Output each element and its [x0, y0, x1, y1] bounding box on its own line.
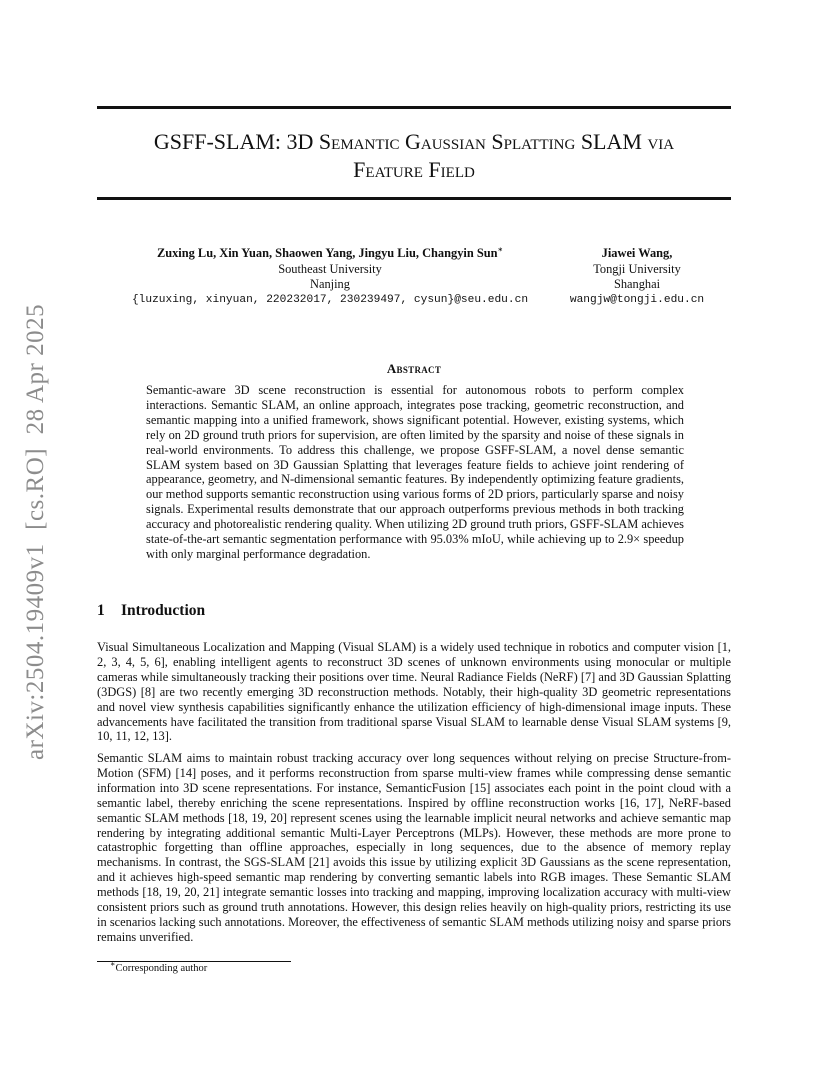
footnote-text: Corresponding author — [115, 963, 208, 974]
section-heading-introduction — [97, 602, 205, 620]
footnote — [110, 959, 208, 974]
author-affiliation: Tongji University — [593, 261, 681, 276]
author-email[interactable]: {luzuxing, xinyuan, 220232017, 230239497, cysun}@seu.edu.cn — [131, 293, 529, 306]
body-paragraph: Semantic SLAM aims to maintain robust tracking accuracy over long sequences without relying on precise Structure-from-Motion (SFM) [14] poses, and it performs reconstruction from sparse multi-view frames while compressing dense semantic information into 3D scene representations. For instance, SemanticFusion [15] associates each point in the point cloud with a semantic label, thereby enriching the scene representations. Inspired by offline reconstruction works [16, 17], NeRF-based semantic SLAM methods [18, 19, 20] represent scenes using the learnable implicit neural networks and achieve semantic map rendering by integrating additional semantic Multi-Layer Perceptrons (MLPs). However, these methods are more prone to catastrophic forgetting than offline approaches, especially in long sequences, due to the absence of memory replay mechanisms. In contrast, the SGS-SLAM [21] avoids this issue by utilizing explicit 3D Gaussians as the scene representation, and it achieves high-speed semantic map rendering by converting semantic labels into RGB images. These Semantic SLAM methods [18, 19, 20, 21] integrate semantic losses into tracking and mapping, improving localization accuracy with multi-view consistent priors such as ground truth annotations. However, this design relies heavily on high-quality priors, restricting its use in scenarios lacking such annotations. Moreover, the effectiveness of semantic SLAM methods utilizing noisy and sparse priors remains unverified. — [97, 751, 731, 944]
title-top-rule — [97, 106, 731, 109]
footnote-mark: ∗ — [110, 959, 116, 969]
body-paragraph: Visual Simultaneous Localization and Mapping (Visual SLAM) is a widely used technique in robotics and computer vision [1, 2, 3, 4, 5, 6], enabling intelligent agents to reconstruct 3D scenes of unknown environments using monocular or multiple cameras while simultaneously tracking their positions over time. Neural Radiance Fields (NeRF) [7] and 3D Gaussian Splatting (3DGS) [8] are two recently emerging 3D reconstruction methods. Notably, their high-quality 3D geometric representations and novel view synthesis capabilities significantly enhance the utilization efficiency of high-dimensional image inputs. These advancements have facilitated the transition from traditional sparse Visual SLAM to learnable dense Visual SLAM systems [9, 10, 11, 12, 13]. — [97, 640, 731, 744]
author-email[interactable]: wangjw@tongji.edu.cn — [569, 293, 705, 306]
section-title: Introduction — [121, 602, 206, 619]
abstract-heading: Abstract — [386, 361, 442, 376]
title-line-2: Feature Field — [353, 157, 475, 182]
footnote-rule — [97, 961, 291, 962]
title-line-1: GSFF-SLAM: 3D Semantic Gaussian Splatting SLAM via — [153, 129, 675, 154]
author-affiliation: Southeast University — [278, 261, 382, 276]
title-bottom-rule — [97, 197, 731, 200]
author-names: Zuxing Lu, Xin Yuan, Shaowen Yang, Jingyu Liu, Changyin Sun∗ — [156, 244, 504, 260]
corresponding-mark: ∗ — [497, 244, 504, 254]
author-names: Jiawei Wang, — [601, 246, 673, 260]
author-block-seu — [120, 246, 540, 308]
author-city: Nanjing — [310, 277, 350, 291]
arxiv-identifier-stamp: arXiv:2504.19409v1 [cs.RO] 28 Apr 2025 — [22, 303, 49, 760]
abstract-text: Semantic-aware 3D scene reconstruction is essential for autonomous robots to perform complex interactions. Semantic SLAM, an online approach, integrates pose tracking, geometric reconstruction, and semantic mapping into a unified framework, shows significant potential. However, existing systems, which rely on 2D ground truth priors for supervision, are often limited by the sparsity and noise of these signals in real-world environments. To address this challenge, we propose GSFF-SLAM, a novel dense semantic SLAM system based on 3D Gaussian Splatting that leverages feature fields to achieve joint rendering of appearance, geometry, and N-dimensional semantic features. By independently optimizing feature gradients, our method supports semantic reconstruction using various forms of 2D priors, particularly sparse and noisy signals. Experimental results demonstrate that our approach outperforms previous methods in both tracking accuracy and photorealistic rendering quality. When utilizing 2D ground truth priors, GSFF-SLAM achieves state-of-the-art semantic segmentation performance with 95.03% mIoU, while achieving up to 2.9× speedup with only marginal performance degradation. — [146, 383, 684, 561]
paper-title — [97, 128, 731, 184]
section-number: 1 — [97, 602, 105, 619]
author-block-tongji — [552, 246, 722, 308]
author-city: Shanghai — [613, 277, 661, 291]
